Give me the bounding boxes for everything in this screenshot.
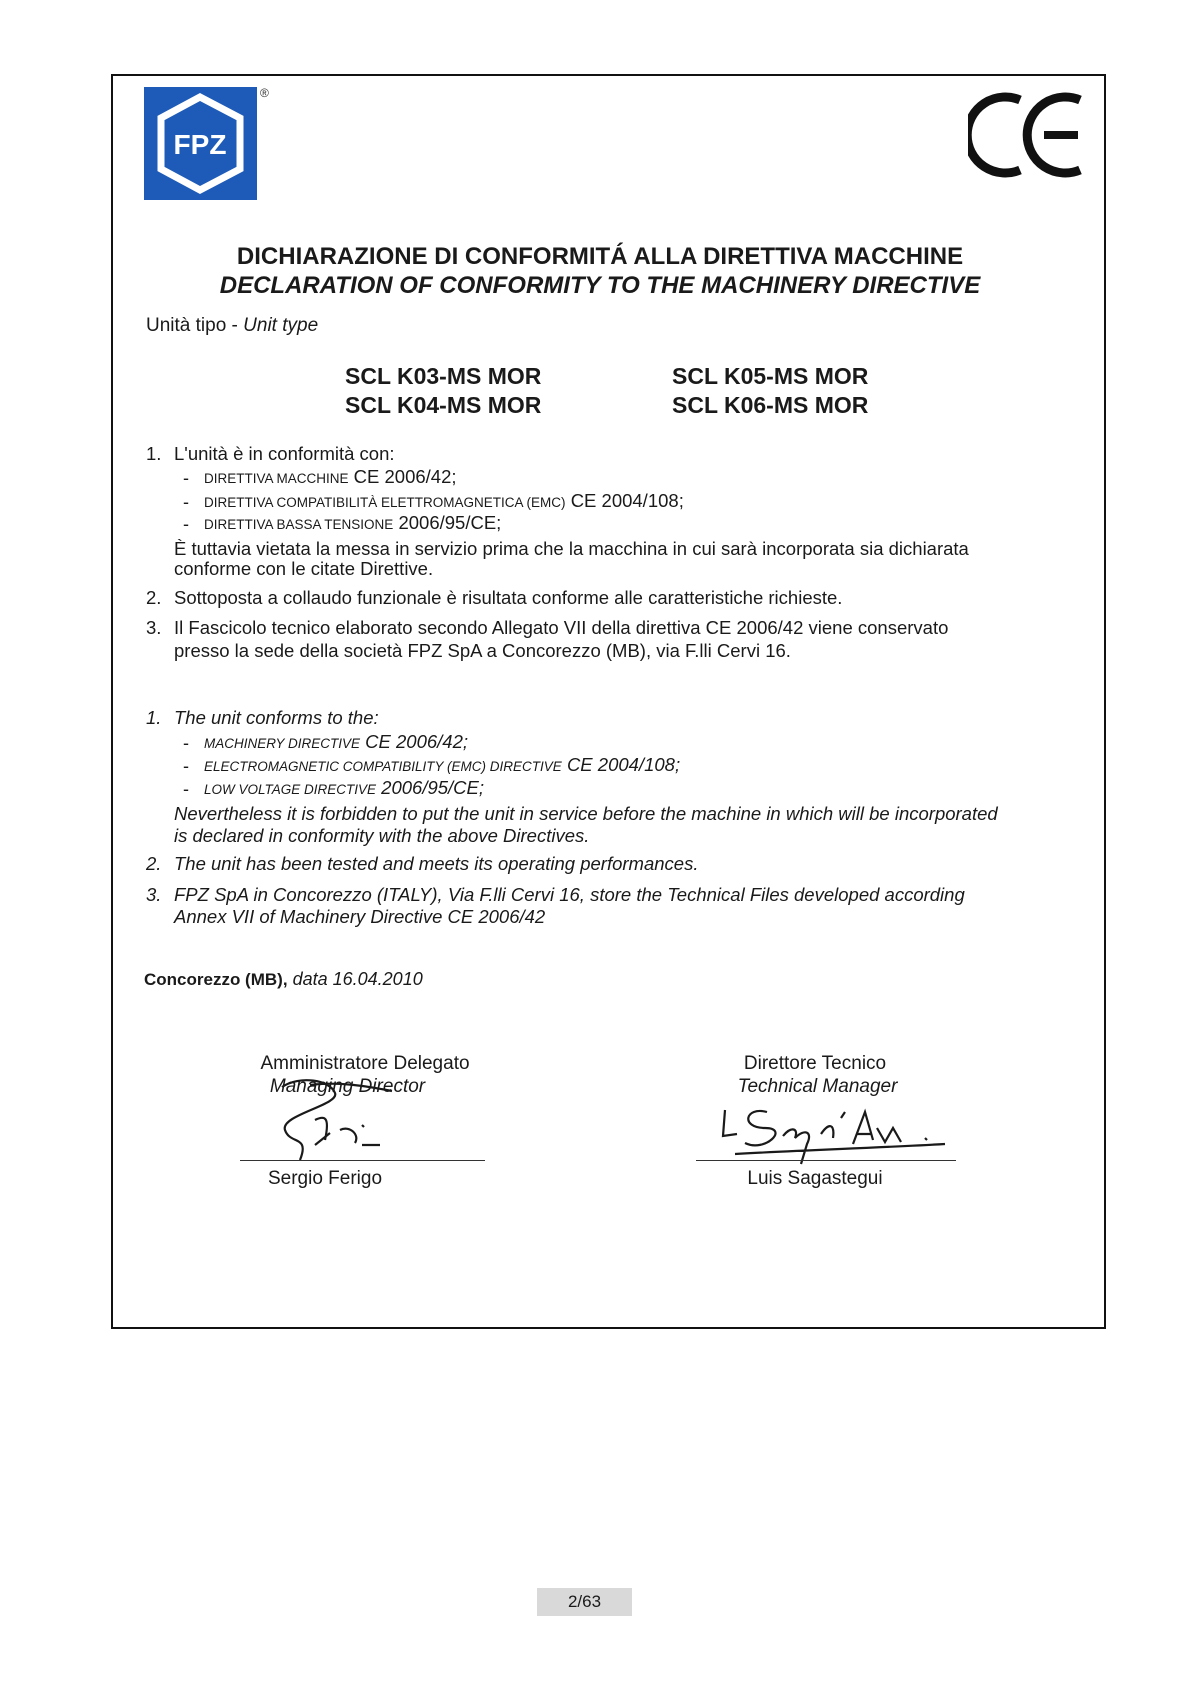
date: 16.04.2010	[332, 969, 423, 989]
registered-mark: ®	[260, 86, 269, 100]
it-item1-number: 1.	[146, 443, 162, 464]
model-4: SCL K06-MS MOR	[672, 392, 869, 418]
it-note-line2: conforme con le citate Direttive.	[174, 558, 434, 579]
it-dash-2: -	[183, 492, 189, 512]
en-item1-number: 1.	[146, 707, 162, 728]
en-note-line2: is declared in conformity with the above Directives.	[174, 825, 590, 846]
right-signature-line	[696, 1160, 956, 1161]
left-signatory-name: Sergio Ferigo	[267, 1168, 383, 1189]
en-dash-3: -	[183, 779, 189, 799]
logo-text: FPZ	[173, 129, 227, 160]
it-item2-number: 2.	[146, 587, 162, 608]
place: Concorezzo (MB),	[144, 970, 288, 989]
en-item1-text: The unit conforms to the:	[174, 707, 379, 728]
right-signatory-title-it: Direttore Tecnico	[743, 1053, 887, 1074]
en-directive-1: MACHINERY DIRECTIVE CE 2006/42;	[204, 731, 469, 752]
page-number: 2/63	[537, 1588, 632, 1616]
en-directive-3: LOW VOLTAGE DIRECTIVE 2006/95/CE;	[204, 777, 485, 798]
right-signatory-name: Luis Sagastegui	[747, 1168, 883, 1189]
it-item1-text: L'unità è in conformità con:	[174, 443, 395, 464]
en-item3-number: 3.	[146, 884, 162, 905]
title-english: DECLARATION OF CONFORMITY TO THE MACHINERY DIRECTIVE	[219, 272, 981, 299]
fpz-logo	[144, 87, 257, 200]
en-dash-2: -	[183, 756, 189, 776]
unit-type-en: Unit type	[243, 315, 319, 336]
place-date	[144, 969, 423, 990]
it-directive-3: DIRETTIVA BASSA TENSIONE 2006/95/CE;	[204, 512, 502, 533]
right-signature	[695, 1098, 965, 1168]
unit-type-it: Unità tipo -	[146, 315, 238, 336]
left-signature	[270, 1075, 430, 1165]
left-signatory-title-it: Amministratore Delegato	[260, 1053, 470, 1074]
model-2: SCL K04-MS MOR	[345, 392, 542, 418]
en-item2-number: 2.	[146, 853, 162, 874]
it-item3-line1: Il Fascicolo tecnico elaborato secondo Allegato VII della direttiva CE 2006/42 viene conservato	[174, 617, 949, 638]
left-signatory-title-en: Managing Director	[269, 1076, 426, 1097]
model-3: SCL K05-MS MOR	[672, 363, 869, 389]
unit-type-label	[146, 315, 318, 337]
model-1: SCL K03-MS MOR	[345, 363, 542, 389]
it-note-line1: È tuttavia vietata la messa in servizio prima che la macchina in cui sarà incorporata sia dichiarata	[174, 538, 969, 559]
it-dash-3: -	[183, 514, 189, 534]
it-dash-1: -	[183, 468, 189, 488]
it-item3-number: 3.	[146, 617, 162, 638]
it-item3-line2: presso la sede della società FPZ SpA a Concorezzo (MB), via F.lli Cervi 16.	[174, 640, 791, 661]
en-item2-text: The unit has been tested and meets its operating performances.	[174, 853, 699, 874]
it-item2-text: Sottoposta a collaudo funzionale è risultata conforme alle caratteristiche richieste.	[174, 587, 843, 608]
en-item3-line1: FPZ SpA in Concorezzo (ITALY), Via F.lli Cervi 16, store the Technical Files developed according	[174, 884, 965, 905]
en-item3-line2: Annex VII of Machinery Directive CE 2006/42	[174, 906, 546, 927]
it-directive-1: DIRETTIVA MACCHINE CE 2006/42;	[204, 466, 457, 487]
title-italian: DICHIARAZIONE DI CONFORMITÁ ALLA DIRETTIVA MACCHINE	[236, 243, 964, 270]
en-directive-2: ELECTROMAGNETIC COMPATIBILITY (EMC) DIRECTIVE CE 2004/108;	[204, 754, 681, 775]
en-dash-1: -	[183, 733, 189, 753]
it-directive-2: DIRETTIVA COMPATIBILITÀ ELETTROMAGNETICA (EMC) CE 2004/108;	[204, 490, 684, 511]
right-signatory-title-en: Technical Manager	[737, 1076, 898, 1097]
left-signature-line	[240, 1160, 485, 1161]
ce-mark	[968, 88, 1088, 178]
date-label: data	[292, 969, 328, 989]
en-note-line1: Nevertheless it is forbidden to put the unit in service before the machine in which will be incorporated	[174, 803, 998, 824]
